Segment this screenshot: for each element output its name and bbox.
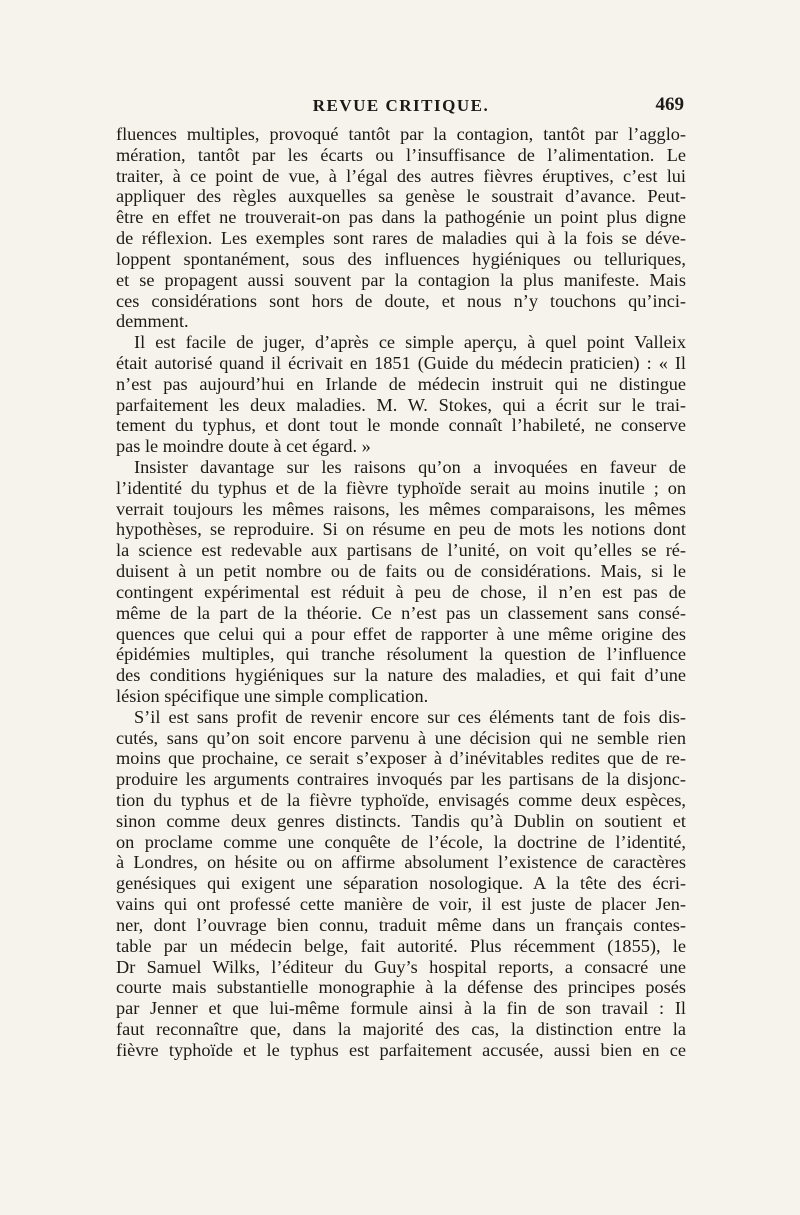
text-line: à Londres, on hésite ou on affirme absolument l’existence de caractères	[116, 852, 686, 873]
text-line: contingent expérimental est réduit à peu de chose, il n’en est pas de	[116, 581, 686, 602]
text-line: vains qui ont professé cette manière de voir, il est juste de placer Jen-	[116, 894, 686, 915]
text-line: tion du typhus et de la fièvre typhoïde, envisagés comme deux espèces,	[116, 790, 686, 810]
text-line: être en effet ne trouverait-on pas dans la pathogénie un point plus digne	[116, 207, 686, 228]
page-number: 469	[655, 94, 684, 115]
text-line: faut reconnaître que, dans la majorité des cas, la distinction entre la	[116, 1018, 686, 1039]
text-line: par Jenner et que lui-même formule ainsi à la fin de son travail : Il	[116, 998, 686, 1019]
text-line: duisent à un petit nombre ou de faits ou de considérations. Mais, si le	[116, 561, 686, 582]
text-line: fluences multiples, provoqué tantôt par la contagion, tantôt par l’agglo-	[116, 124, 686, 144]
text-line: la science est redevable aux partisans de l’unité, on voit qu’elles se ré-	[116, 540, 686, 561]
text-line: Dr Samuel Wilks, l’éditeur du Guy’s hospital reports, a consacré une	[116, 956, 686, 977]
body-text	[116, 124, 686, 1061]
text-line: l’identité du typhus et de la fièvre typhoïde serait au moins inutile ; on	[116, 477, 686, 498]
text-line: sinon comme deux genres distincts. Tandis qu’à Dublin on soutient et	[116, 810, 686, 831]
text-line: fièvre typhoïde et le typhus est parfaitement accusée, aussi bien en ce	[116, 1039, 686, 1060]
page-header	[116, 94, 686, 122]
text-line: hypothèses, se reproduire. Si on résume en peu de mots les notions dont	[116, 519, 686, 540]
text-line: des conditions hygiéniques sur la nature des maladies, et qui fait d’une	[116, 665, 686, 686]
text-line: traiter, à ce point de vue, à l’égal des autres fièvres éruptives, c’est lui	[116, 165, 686, 186]
text-line: et se propagent aussi souvent par la contagion la plus manifeste. Mais	[116, 269, 686, 290]
text-line: parfaitement les deux maladies. M. W. Stokes, qui a écrit sur le trai-	[116, 394, 686, 415]
text-line: S’il est sans profit de revenir encore sur ces éléments tant de fois dis-	[134, 706, 686, 727]
text-line: mération, tantôt par les écarts ou l’insuffisance de l’alimentation. Le	[116, 144, 686, 165]
text-line: pas le moindre doute à cet égard. »	[116, 436, 371, 457]
text-line: même de la part de la théorie. Ce n’est pas un classement sans consé-	[116, 602, 686, 623]
text-line: quences que celui qui a pour effet de rapporter à une même origine des	[116, 623, 686, 644]
text-line: Il est facile de juger, d’après ce simple aperçu, à quel point Valleix	[134, 332, 686, 353]
text-line: Insister davantage sur les raisons qu’on a invoquées en faveur de	[134, 457, 686, 477]
text-line: n’est pas aujourd’hui en Irlande de médecin instruit qui ne distingue	[116, 373, 686, 394]
text-line: loppent spontanément, sous des influences hygiéniques ou telluriques,	[116, 248, 686, 269]
text-line: ner, dont l’ouvrage bien connu, traduit même dans un français contes-	[116, 914, 686, 935]
text-line: épidémies multiples, qui tranche résolument la question de l’influence	[116, 644, 686, 665]
text-line: on proclame comme une conquête de l’école, la doctrine de l’identité,	[116, 831, 686, 852]
text-line: cutés, sans qu’on soit encore parvenu à une décision qui ne semble rien	[116, 727, 686, 748]
text-line: appliquer des règles auxquelles sa genèse le soustrait d’avance. Peut-	[116, 186, 686, 207]
text-line: courte mais substantielle monographie à la défense des principes posés	[116, 977, 686, 998]
text-line: demment.	[116, 311, 189, 332]
text-line: verrait toujours les mêmes raisons, les mêmes comparaisons, les mêmes	[116, 498, 686, 519]
text-line: de réflexion. Les exemples sont rares de maladies qui à la fois se déve-	[116, 228, 686, 249]
text-line: produire les arguments contraires invoqués par les partisans de la disjonc-	[116, 769, 686, 790]
text-line: ces considérations sont hors de doute, et nous n’y touchons qu’inci-	[116, 290, 686, 311]
text-line: lésion spécifique une simple complication.	[116, 685, 429, 706]
running-head: REVUE CRITIQUE.	[312, 96, 490, 115]
text-line: moins que prochaine, ce serait s’exposer à d’inévitables redites que de re-	[116, 748, 686, 769]
text-line: tement du typhus, et dont tout le monde connaît l’habileté, ne conserve	[116, 415, 686, 436]
text-line: était autorisé quand il écrivait en 1851 (Guide du médecin praticien) : « Il	[116, 352, 686, 373]
text-line: table par un médecin belge, fait autorité. Plus récemment (1855), le	[116, 935, 686, 956]
text-line: genésiques qui exigent une séparation nosologique. A la tête des écri-	[116, 873, 686, 894]
